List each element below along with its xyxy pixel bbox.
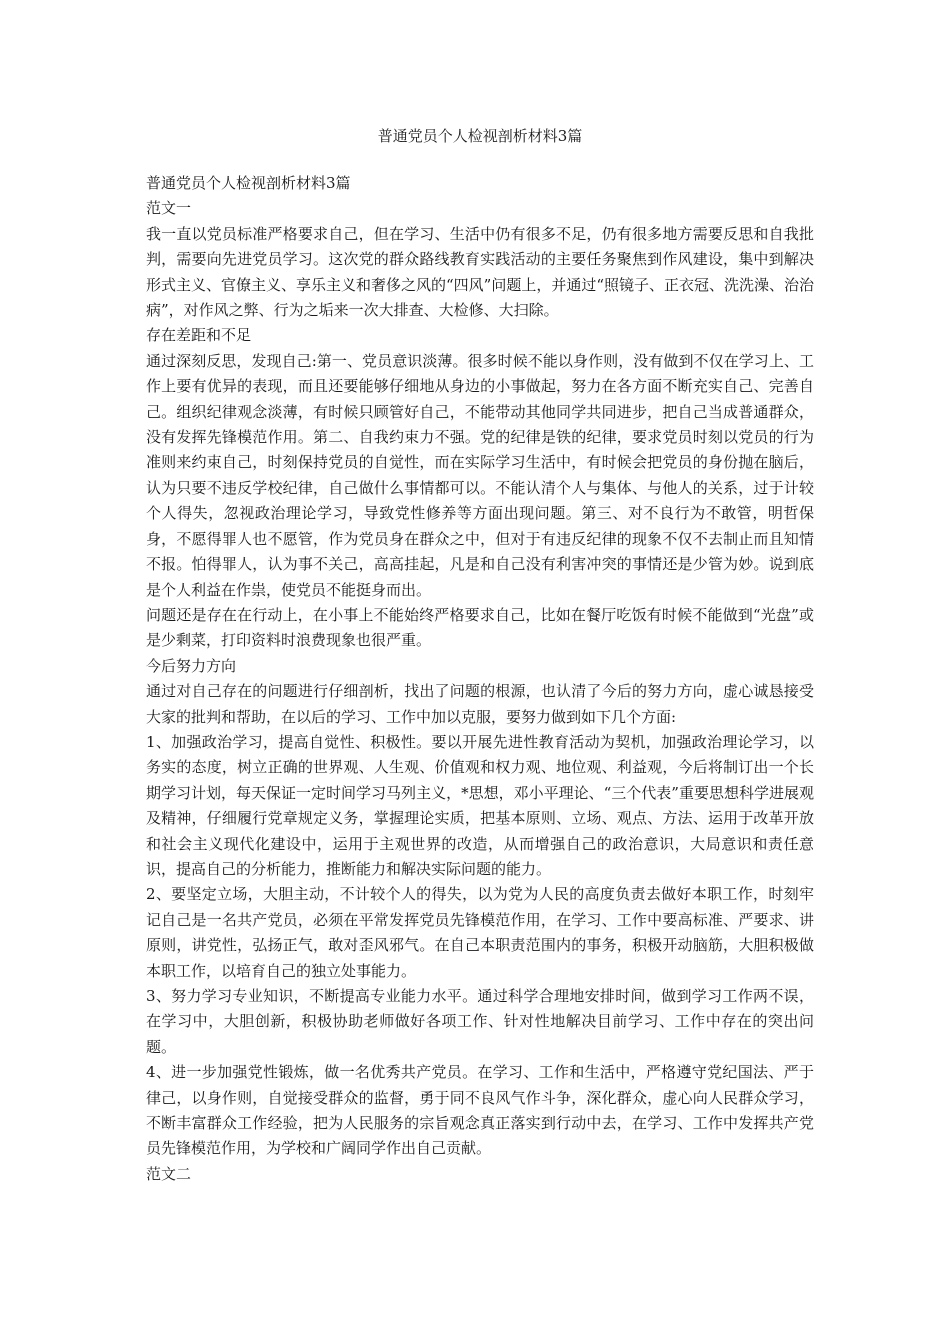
list-item-2: 2、要坚定立场，大胆主动，不计较个人的得失，以为党为人民的高度负责去做好本职工作，时刻牢记自己是一名共产党员，必须在平常发挥党员先锋模范作用，在学习、工作中要高标准、严要求、讲原则，讲党性，弘扬正气，敢对歪风邪气。在自己本职责范围内的事务，积极开动脑筋，大胆积极做本职工作，以培育自己的独立处事能力。	[146, 885, 814, 980]
body-paragraph: 我一直以党员标准严格要求自己，但在学习、生活中仍有很多不足，仍有很多地方需要反思和自我批判，需要向先进党员学习。这次党的群众路线教育实践活动的主要任务聚焦到作风建设，集中到解决形式主义、官僚主义、享乐主义和奢侈之风的“四风”问题上，并通过“照镜子、正衣冠、洗洗澡、治治病”，对作风之弊、行为之垢来一次大排查、大检修、大扫除。	[146, 224, 815, 320]
body-paragraph: 通过对自己存在的问题进行仔细剖析，找出了问题的根源，也认清了今后的努力方向，虚心诚恳接受大家的批判和帮助，在以后的学习、工作中加以克服，要努力做到如下几个方面:	[146, 682, 814, 726]
subtitle-paragraph: 普通党员个人检视剖析材料3篇	[146, 174, 351, 192]
document-body	[146, 171, 814, 1187]
section-heading-sample-two: 范文二	[146, 1164, 192, 1183]
list-item-3: 3、努力学习专业知识，不断提高专业能力水平。通过科学合理地安排时间，做到学习工作两不误，在学习中，大胆创新，积极协助老师做好各项工作、针对性地解决目前学习、工作中存在的突出问题。	[146, 987, 814, 1056]
section-heading-direction: 今后努力方向	[146, 656, 237, 675]
document-title: 普通党员个人检视剖析材料3篇	[377, 127, 583, 145]
body-paragraph: 通过深刻反思，发现自己:第一、党员意识淡薄。很多时候不能以身作则，没有做到不仅在学习上、工作上要有优异的表现，而且还要能够仔细地从身边的小事做起，努力在各方面不断充实自己、完善自己。组织纪律观念淡薄，有时候只顾管好自己，不能带动其他同学共同进步，把自己当成普通群众，没有发挥先锋模范作用。第二、自我约束力不强。党的纪律是铁的纪律，要求党员时刻以党员的行为准则来约束自己，时刻保持党员的自觉性，而在实际学习生活中，有时候会把党员的身份抛在脑后，认为只要不违反学校纪律，自己做什么事情都可以。不能认清个人与集体、与他人的关系，过于计较个人得失，忽视政治理论学习，导致党性修养等方面出现问题。第三、对不良行为不敢管，明哲保身，不愿得罪人也不愿管，作为党员身在群众之中，但对于有违反纪律的现象不仅不去制止而且知情不报。怕得罪人，认为事不关己，高高挂起，凡是和自己没有利害冲突的事情还是少管为妙。说到底是个人利益在作祟，使党员不能挺身而出。	[146, 351, 814, 599]
list-item-4: 4、进一步加强党性锻炼，做一名优秀共产党员。在学习、工作和生活中，严格遵守党纪国法、严于律己，以身作则，自觉接受群众的监督，勇于同不良风气作斗争，深化群众，虚心向人民群众学习，不断丰富群众工作经验，把为人民服务的宗旨观念真正落实到行动中去，在学习、工作中发挥共产党员先锋模范作用，为学校和广阔同学作出自己贡献。	[146, 1063, 814, 1158]
section-heading-gaps: 存在差距和不足	[146, 326, 252, 345]
body-paragraph: 问题还是存在在行动上，在小事上不能始终严格要求自己，比如在餐厅吃饭有时候不能做到“光盘”或是少剩菜，打印资料时浪费现象也很严重。	[146, 605, 814, 650]
section-heading-sample-one: 范文一	[146, 199, 192, 218]
list-item-1: 1、加强政治学习，提高自觉性、积极性。要以开展先进性教育活动为契机，加强政治理论学习，以务实的态度，树立正确的世界观、人生观、价值观和权力观、地位观、利益观，今后将制订出一个长期学习计划，每天保证一定时间学习马列主义，*思想，邓小平理论、“三个代表”重要思想科学进展观及精神，仔细履行党章规定义务，掌握理论实质，把基本原则、立场、观点、方法、运用于改革开放和社会主义现代化建设中，运用于主观世界的改造，从而增强自己的政治意识，大局意识和责任意识，提高自己的分析能力，推断能力和解决实际问题的能力。	[146, 732, 814, 878]
